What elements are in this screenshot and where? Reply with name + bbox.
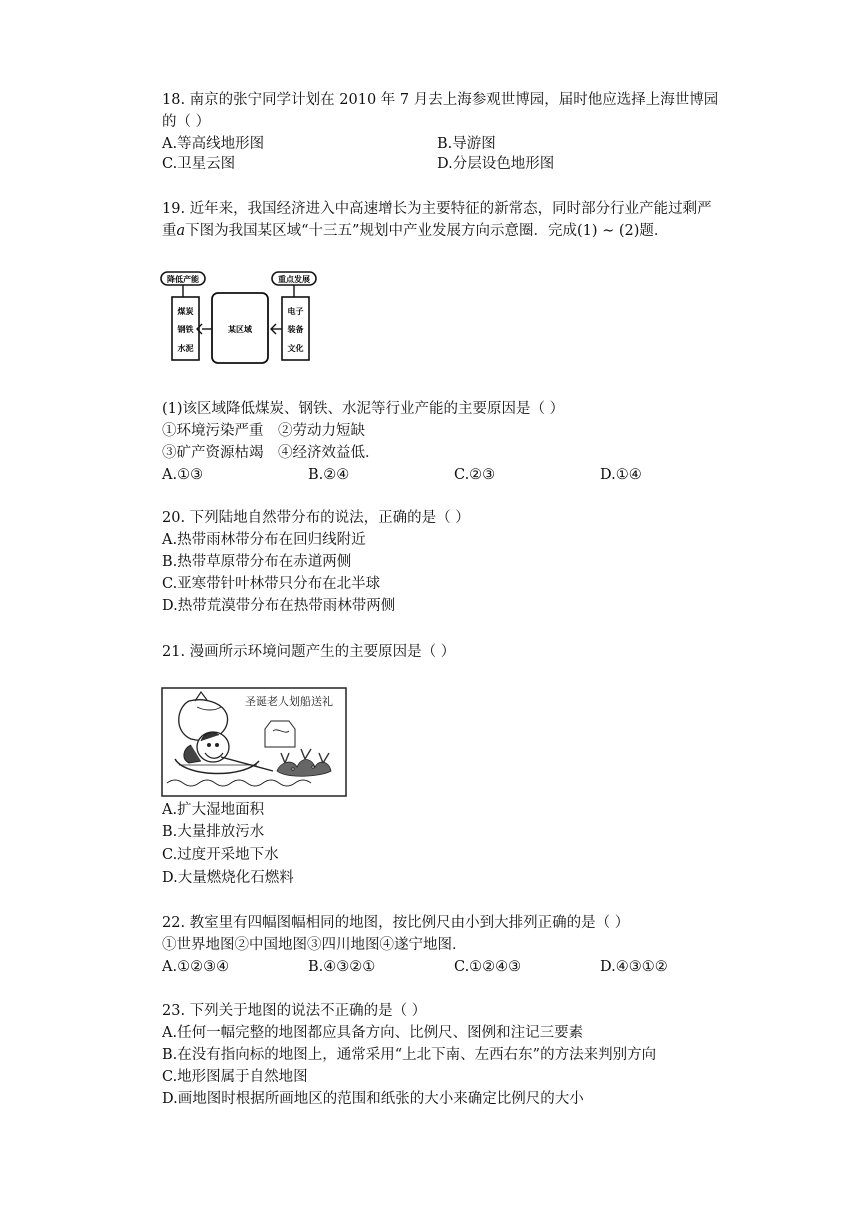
q22-stem: 22. 教室里有四幅图幅相同的地图，按比例尺由小到大排列正确的是（ ） bbox=[162, 915, 630, 931]
q22-choices: ①世界地图②中国地图③四川地图④遂宁地图． bbox=[162, 937, 467, 953]
right-item-2: 装备 bbox=[287, 325, 304, 334]
q23-stem: 23. 下列关于地图的说法不正确的是（ ） bbox=[162, 1003, 427, 1019]
q20-option-a: A.热带雨林带分布在回归线附近 bbox=[162, 532, 366, 548]
q21-option-d: D.大量燃烧化石燃料 bbox=[162, 870, 294, 886]
q20-option-c: C.亚寒带针叶林带只分布在北半球 bbox=[162, 576, 381, 592]
q22-option-c: C.①②④③ bbox=[454, 959, 522, 975]
q18-stem-line2: 的（ ） bbox=[162, 114, 211, 130]
house-icon bbox=[265, 721, 295, 747]
industry-diagram bbox=[160, 268, 320, 368]
left-item-1: 煤炭 bbox=[177, 307, 194, 316]
q20-option-d: D.热带荒漠带分布在热带雨林带两侧 bbox=[162, 598, 396, 614]
q23-option-d: D.画地图时根据所画地区的范围和纸张的大小来确定比例尺的大小 bbox=[162, 1091, 584, 1107]
q18-option-d: D.分层设色地形图 bbox=[437, 156, 555, 172]
left-item-2: 钢铁 bbox=[177, 325, 194, 334]
q19-option-a: A.①③ bbox=[162, 467, 204, 483]
right-item-1: 电子 bbox=[287, 307, 304, 316]
q19-choices-line1: ①环境污染严重 ②劳动力短缺 bbox=[162, 423, 365, 439]
q23-option-a: A.任何一幅完整的地图都应具备方向、比例尺、图例和注记三要素 bbox=[162, 1025, 584, 1041]
q21-option-b: B.大量排放污水 bbox=[162, 824, 265, 840]
q20-stem: 20. 下列陆地自然带分布的说法，正确的是（ ） bbox=[162, 510, 470, 526]
q19-sub1: (1)该区域降低煤炭、钢铁、水泥等行业产能的主要原因是（ ） bbox=[162, 401, 565, 417]
q21-option-c: C.过度开采地下水 bbox=[162, 847, 279, 863]
right-item-3: 文化 bbox=[287, 344, 304, 353]
q23-option-b: B.在没有指向标的地图上，通常采用“上北下南、左西右东”的方法来判别方向 bbox=[162, 1047, 657, 1063]
q21-option-a: A.扩大湿地面积 bbox=[162, 802, 265, 818]
left-tag-label: 降低产能 bbox=[167, 275, 199, 284]
q20-option-b: B.热带草原带分布在赤道两侧 bbox=[162, 554, 352, 570]
left-item-3: 水泥 bbox=[177, 344, 194, 353]
q18-option-c: C.卫星云图 bbox=[162, 156, 236, 172]
q19-option-b: B.②④ bbox=[308, 467, 350, 483]
q18-option-a: A.等高线地形图 bbox=[162, 136, 265, 152]
q22-option-d: D.④③①② bbox=[600, 959, 668, 975]
q21-stem: 21. 漫画所示环境问题产生的主要原因是（ ） bbox=[162, 644, 456, 660]
q18-stem-line1: 18. 南京的张宁同学计划在 2010 年 7 月去上海参观世博园，届时他应选择上海世博园 bbox=[162, 92, 719, 108]
cartoon-caption: 圣诞老人划船送礼 bbox=[245, 695, 333, 708]
q19-option-c: C.②③ bbox=[454, 467, 496, 483]
q19-stem-line2: 重𝑎下图为我国某区域“十三五”规划中产业发展方向示意圈．完成(1) ∼ (2)题． bbox=[162, 223, 669, 239]
q19-stem-line1: 19. 近年来，我国经济进入中高速增长为主要特征的新常态，同时部分行业产能过剩严 bbox=[162, 201, 712, 217]
q22-option-a: A.①②③④ bbox=[162, 959, 230, 975]
right-tag-label: 重点发展 bbox=[278, 275, 310, 284]
santa-cartoon bbox=[161, 687, 347, 797]
q19-option-d: D.①④ bbox=[600, 467, 642, 483]
q18-option-b: B.导游图 bbox=[437, 136, 496, 152]
q22-option-b: B.④③②① bbox=[308, 959, 376, 975]
q23-option-c: C.地形图属于自然地图 bbox=[162, 1069, 308, 1085]
region-label: 某区域 bbox=[228, 325, 252, 334]
q19-choices-line2: ③矿产资源枯竭 ④经济效益低． bbox=[162, 445, 380, 461]
